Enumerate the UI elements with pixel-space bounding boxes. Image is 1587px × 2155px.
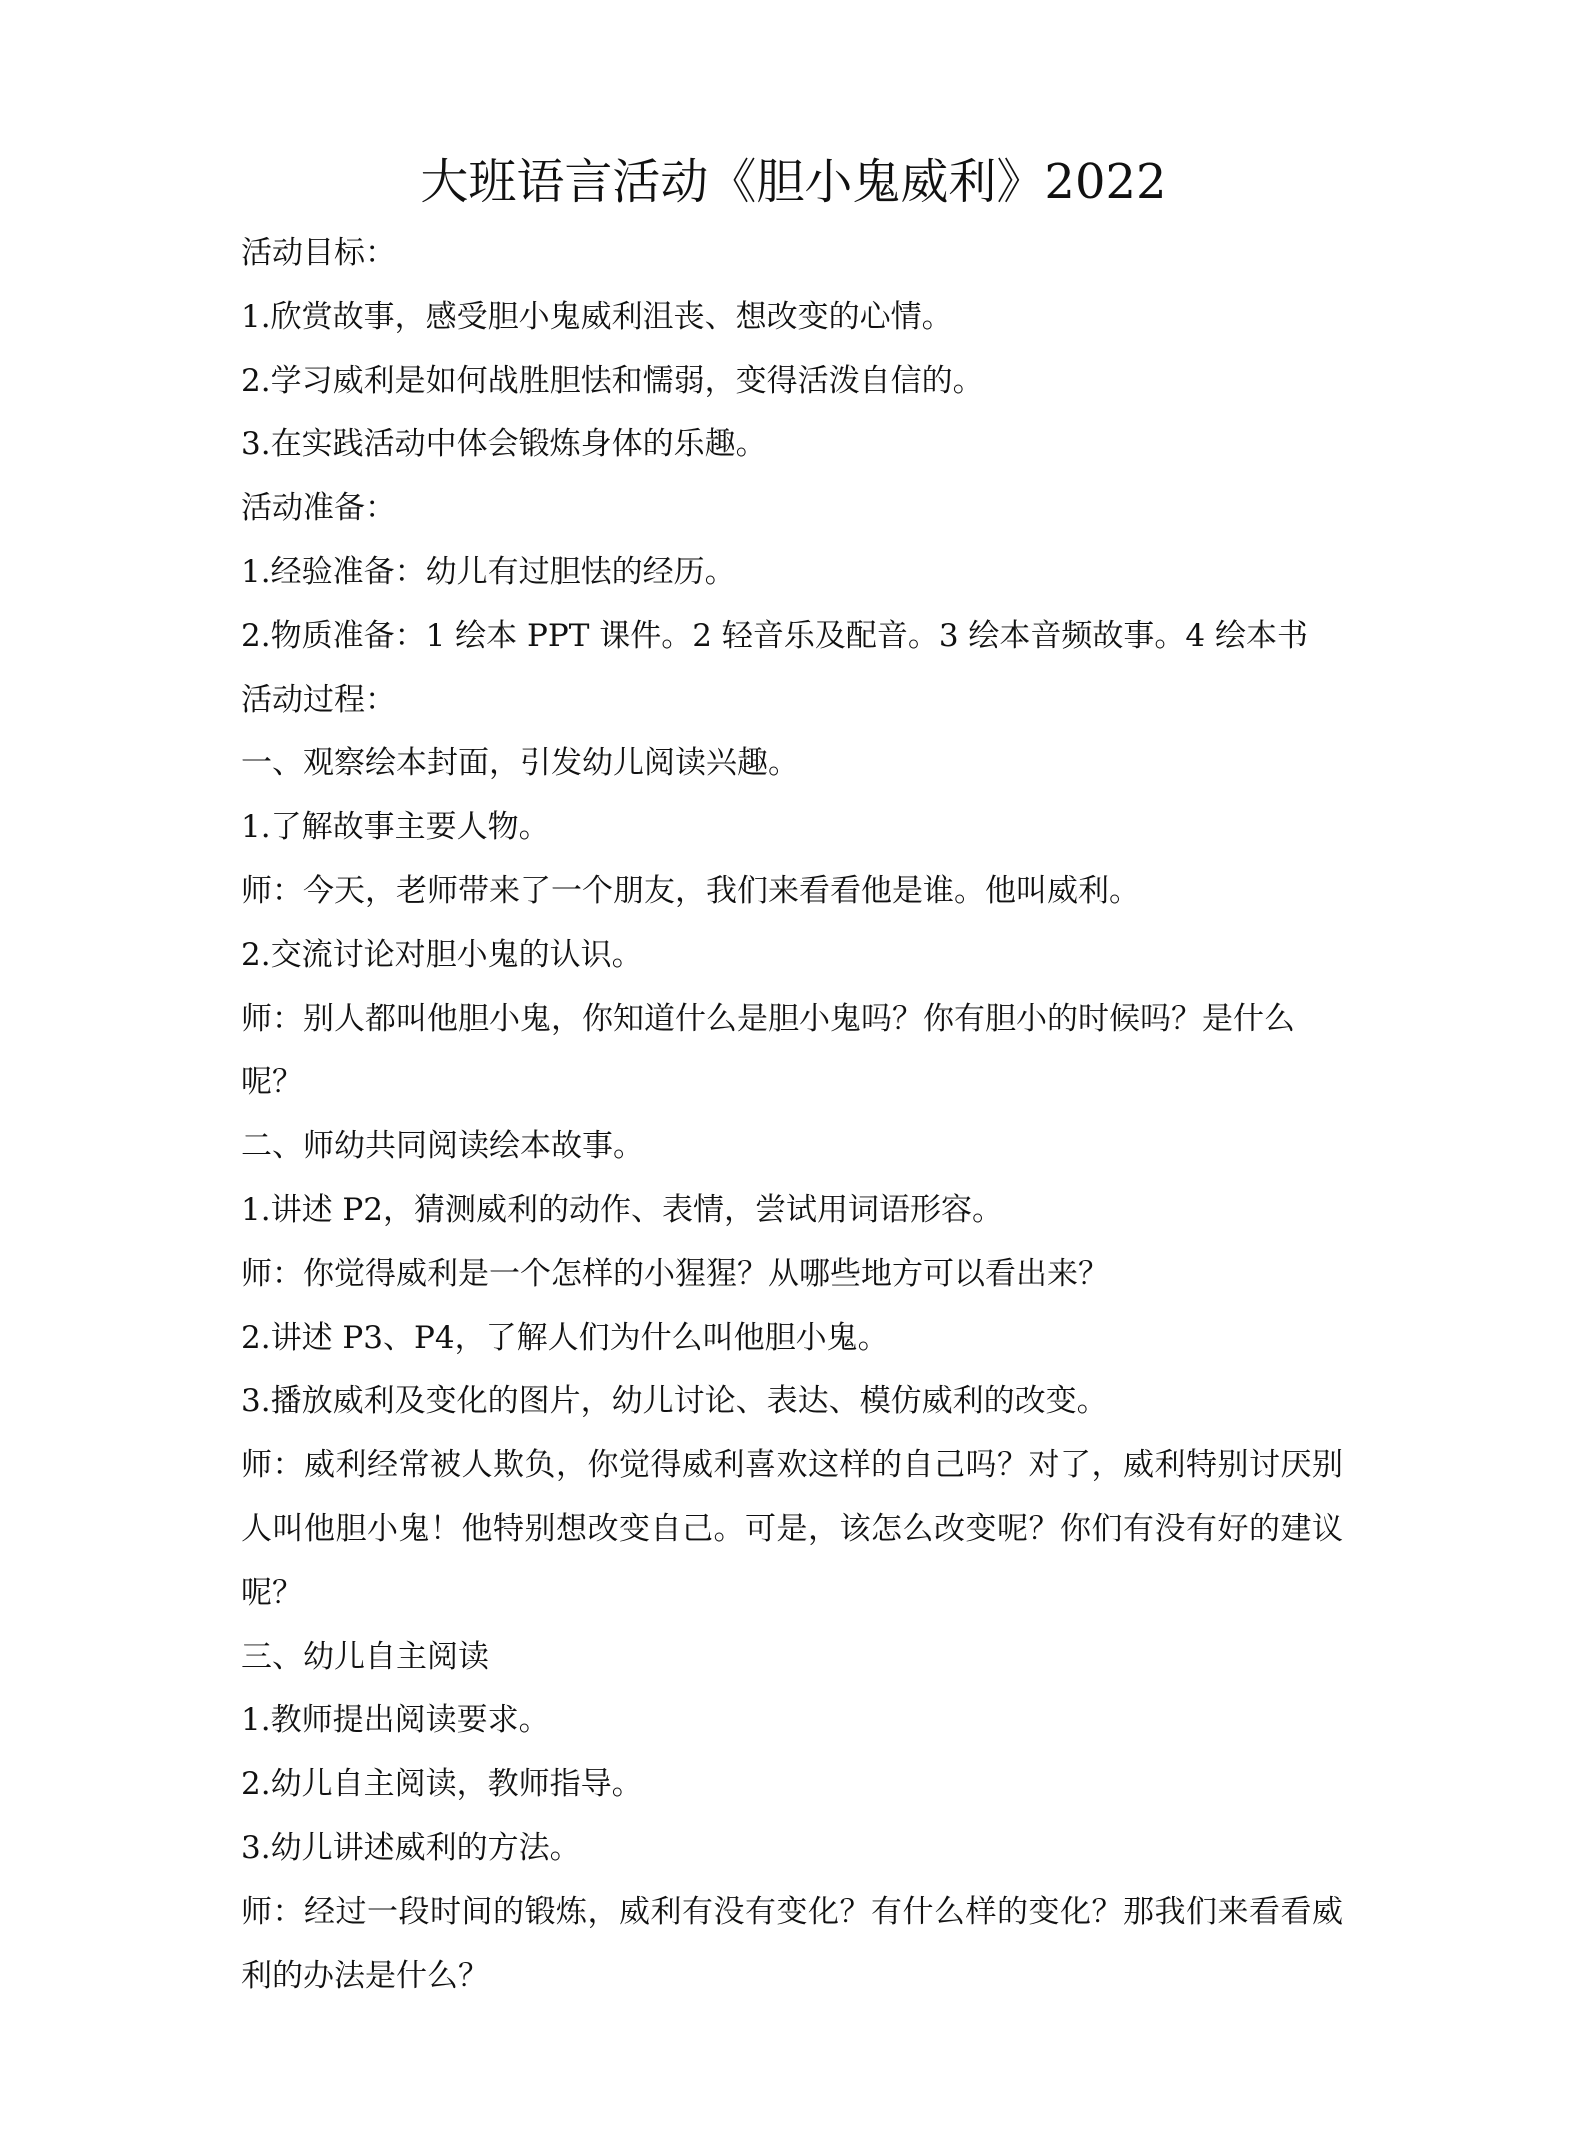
- text-line: 三、幼儿自主阅读: [241, 1638, 489, 1675]
- text-line: 师：你觉得威利是一个怎样的小猩猩？从哪些地方可以看出来？: [241, 1255, 1109, 1292]
- text-line: 二、师幼共同阅读绘本故事。: [241, 1128, 644, 1165]
- text-line: 3.播放威利及变化的图片，幼儿讨论、表达、模仿威利的改变。: [241, 1383, 1108, 1420]
- text-line: 师：威利经常被人欺负，你觉得威利喜欢这样的自己吗？对了，威利特别讨厌别: [241, 1447, 1343, 1484]
- text-line: 1.教师提出阅读要求。: [241, 1702, 550, 1739]
- text-line: 活动过程：: [241, 681, 396, 718]
- text-line: 活动目标：: [241, 235, 396, 271]
- text-line: 师：今天，老师带来了一个朋友，我们来看看他是谁。他叫威利。: [241, 872, 1140, 909]
- text-line: 一、观察绘本封面，引发幼儿阅读兴趣。: [241, 745, 799, 782]
- text-line: 3.幼儿讲述威利的方法。: [241, 1829, 581, 1866]
- text-line: 人叫他胆小鬼！他特别想改变自己。可是，该怎么改变呢？你们有没有好的建议: [241, 1510, 1343, 1547]
- text-line: 2.幼儿自主阅读，教师指导。: [241, 1766, 643, 1803]
- text-line: 2.交流讨论对胆小鬼的认识。: [241, 936, 643, 973]
- document-body: [241, 222, 1343, 2008]
- text-line: 师：别人都叫他胆小鬼，你知道什么是胆小鬼吗？你有胆小的时候吗？是什么: [241, 1000, 1295, 1037]
- text-line: 活动准备：: [241, 490, 396, 527]
- text-line: 2.学习威利是如何战胜胆怯和懦弱，变得活泼自信的。: [241, 362, 984, 399]
- text-line: 呢？: [241, 1064, 303, 1101]
- document-title: 大班语言活动《胆小鬼威利》2022: [420, 154, 1167, 210]
- text-line: 1.经验准备：幼儿有过胆怯的经历。: [241, 553, 736, 590]
- text-line: 1.讲述 P2，猜测威利的动作、表情，尝试用词语形容。: [241, 1191, 1004, 1228]
- text-line: 2.物质准备：1 绘本 PPT 课件。2 轻音乐及配音。3 绘本音频故事。4 绘本书: [241, 617, 1308, 654]
- text-line: 师：经过一段时间的锻炼，威利有没有变化？有什么样的变化？那我们来看看威: [241, 1893, 1343, 1930]
- text-line: 呢？: [241, 1574, 303, 1611]
- text-line: 2.讲述 P3、P4，了解人们为什么叫他胆小鬼。: [241, 1319, 889, 1356]
- text-line: 3.在实践活动中体会锻炼身体的乐趣。: [241, 426, 767, 463]
- text-line: 利的办法是什么？: [241, 1957, 489, 1994]
- text-line: 1.欣赏故事，感受胆小鬼威利沮丧、想改变的心情。: [241, 298, 953, 335]
- text-line: 1.了解故事主要人物。: [241, 809, 550, 846]
